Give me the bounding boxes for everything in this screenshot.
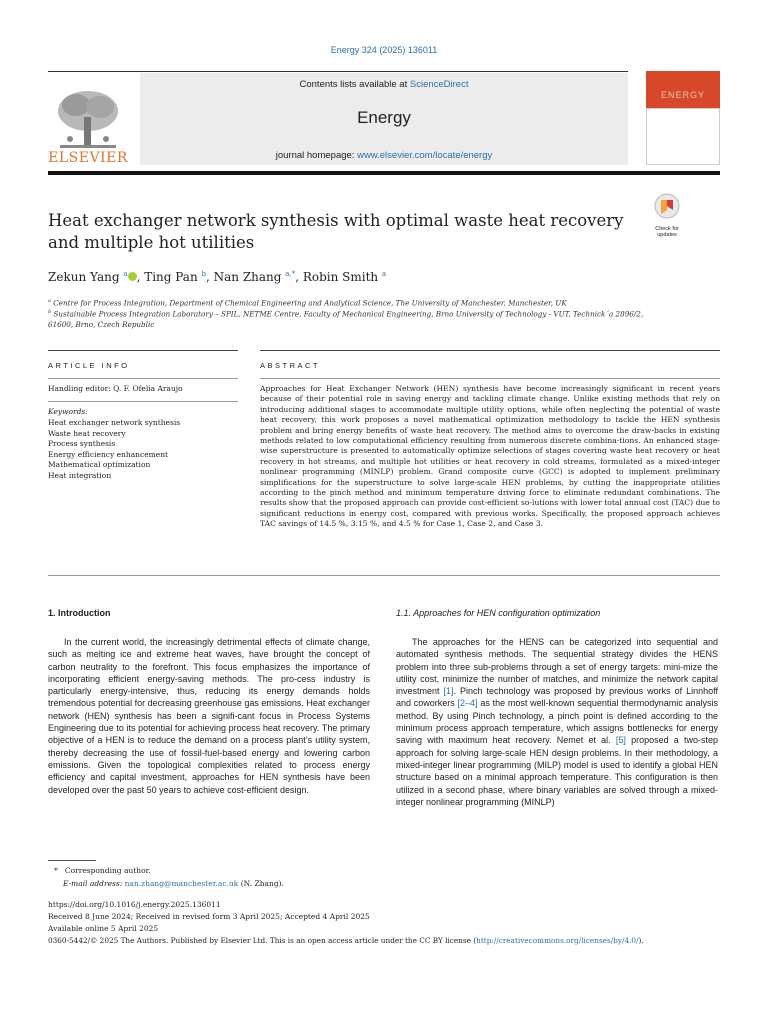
sciencedirect-link[interactable]: ScienceDirect (409, 79, 469, 90)
orcid-icon[interactable] (128, 272, 137, 281)
reference-link[interactable]: [2–4] (457, 698, 478, 709)
author-affil-mark: b (201, 270, 206, 278)
paragraph-text: The approaches for the HENS can be categorized into sequential and automated synthesis methods. The sequential strategy divides the HENS problem into three sub-problems through a set of energy targets: mini-mize the utility cost, minimize the number of matches, and minimize the network capital investment (396, 637, 718, 697)
online-date: Available online 5 April 2025 (48, 924, 159, 933)
corresponding-mark: * (54, 866, 58, 875)
footnote-rule (48, 860, 96, 861)
keyword: Waste heat recovery (48, 428, 126, 438)
introduction-text: In the current world, the increasingly detrimental effects of climate change, such as melting ice and extreme heat waves, have brought the concept of carbon neutrality to the forefront. This focus emphasizes the importance of incorporating efficient energy-saving methods. The pro-cess industry is particularly energy-intensive, thus, reducing its energy demands holds tremendous potential for decreasing greenhouse gas emissions. Heat exchanger network (HEN) synthesis has been a signifi-cant focus in Process Systems Engineering due to its potential for achieving process heat recovery. The primary objective of a HEN is to reduce the demand on a process plant’s utility system, thereby decreasing the use of fossil-fuel-based energy and lowering carbon emissions. Given the topological complexities related to process energy efficiency and capital investment, approaches for HEN synthesis have been developed over the past 50 years to achieve cost-efficient design. (48, 637, 370, 795)
author-name[interactable]: Ting Pan (144, 270, 198, 284)
header-rule (48, 71, 628, 72)
keyword: Energy efficiency enhancement (48, 449, 169, 459)
author-affil-mark: a,* (285, 270, 296, 278)
homepage-link[interactable]: www.elsevier.com/locate/energy (357, 150, 493, 161)
article-info-heading: ARTICLE INFO (48, 361, 130, 370)
abstract-bottom-rule (48, 575, 720, 576)
check-for-updates-badge[interactable] (647, 192, 687, 236)
abstract-rule (260, 378, 720, 379)
section-heading-introduction: 1. Introduction (48, 608, 111, 618)
license-text: 0360-5442/© 2025 The Authors. Published by Elsevier Ltd. This is an open access article under the CC BY license ( (48, 936, 477, 945)
publisher-wordmark: ELSEVIER (48, 150, 128, 166)
doi-link[interactable]: https://doi.org/10.1016/j.energy.2025.136011 (48, 900, 221, 909)
email-line (63, 879, 284, 888)
info-rule (48, 378, 238, 379)
reference-link[interactable]: [5] (615, 735, 626, 746)
contents-line (140, 79, 628, 90)
author-name[interactable]: Nan Zhang (213, 270, 282, 284)
abstract-text: Approaches for Heat Exchanger Network (HEN) synthesis have become increasingly significant in recent years because of their potential role in saving energy and tackling climate change. Unlike existing methods that rely on introducing additional stages to accommodate multiple utility options, while often neglecting the potential of waste heat recovery, this work proposes a novel mathematical optimization methodology to tackle the HEN synthesis problem and bring energy benefits of waste heat recovery. The method aims to overcome the draw-backs in existing methods related to low computational efficiency resulting from numerous discrete combina-tions. An enhanced stage-wise superstructure is presented to automatically optimize selections of stages covering waste heat recovery or heat recovery in hot streams, and multiple hot utilities or heat recovery in cold streams, formulated as a mixed-integer nonlinear programming (MINLP) problem. Grand composite curve (GCC) is adopted to implement preliminary simplifications for the superstructure to solve large-scale HEN problems, by cutting the inappropriate utilities according to the pinch method and minimum temperature driving force to eliminate redundant combinations. The results show that the proposed approach can provide cost-efficient so-lutions with lower total annual cost (TAC) due to significant reductions in energy cost, compared with previous works. Specifically, the proposed approach achieves TAC savings of 14.5 %, 3.15 %, and 4.5 % for Case 1, Case 2, and Case 3. (260, 384, 720, 529)
keyword: Mathematical optimization (48, 460, 151, 469)
affiliation-mark: b (48, 309, 52, 315)
info-rule (48, 350, 238, 351)
keyword: Heat integration (48, 470, 112, 480)
keywords-list (48, 418, 238, 481)
check-updates-label: Check for updates (655, 226, 679, 238)
received-dates: Received 8 June 2024; Received in revised form 3 April 2025; Accepted 4 April 2025 (48, 912, 370, 921)
license-line (48, 936, 644, 945)
journal-homepage (140, 150, 628, 161)
article-title: Heat exchanger network synthesis with optimal waste heat recovery and multiple hot utilities (48, 211, 624, 252)
license-link[interactable]: http://creativecommons.org/licenses/by/4.0/ (476, 936, 639, 945)
author-name[interactable]: Robin Smith (302, 270, 379, 284)
affiliation-text: Sustainable Process Integration Laboratory – SPIL, NETME Centre, Faculty of Mechanical Engineering, Brno University of Technology - VUT, Technick´a 2896/2, 61600, Brno, Czech Republic (48, 309, 644, 330)
email-link[interactable]: nan.zhang@manchester.ac.uk (124, 879, 239, 888)
cover-lower-panel (646, 108, 720, 165)
email-suffix: (N. Zhang). (240, 879, 284, 888)
paragraph-text: proposed a two-step approach for solving large-scale HEN design problems. In their methodology, a mixed-integer linear programming (MILP) model is used to identify a global HEN structure based on a minimal approach temperature. This configuration is then utilized in a second phase, where binary variables are solved through a mixed-integer nonlinear programming (MINLP) (396, 735, 718, 807)
keyword: Process synthesis (48, 439, 116, 448)
check-updates-icon (647, 192, 687, 222)
subsection-heading: 1.1. Approaches for HEN configuration optimization (396, 608, 601, 618)
affiliation-text: Centre for Process Integration, Department of Chemical Engineering and Analytical Science, The University of Manchester, Manchester, UK (53, 298, 567, 308)
journal-name: Energy (357, 108, 411, 127)
author-name[interactable]: Zekun Yang (48, 270, 120, 284)
keywords-label: Keywords: (48, 407, 88, 416)
contents-prefix: Contents lists available at (299, 79, 410, 90)
abstract-rule (260, 350, 720, 351)
handling-editor: Handling editor: Q. F. Ofelia Araujo (48, 384, 183, 393)
reference-link[interactable]: [1] (443, 686, 454, 697)
paragraph-text: as the most well-known sequential thermodynamic analysis method. By using Pinch technology, a pinch point is defined according to the minimum process approach temperature, which assigns bottlenecks for energy saving with maximum heat recovery. Nemet et al. (396, 698, 718, 746)
corresponding-note (54, 866, 151, 875)
homepage-prefix: journal homepage: (275, 150, 358, 161)
subsection-paragraph (396, 636, 718, 808)
header-thick-rule (48, 171, 720, 175)
keyword: Heat exchanger network synthesis (48, 418, 181, 427)
journal-citation[interactable]: Energy 324 (2025) 136011 (330, 45, 438, 55)
paragraph-text: . Pinch technology was proposed by previous works of Linnhoff and coworkers (396, 686, 718, 709)
abstract-heading: ABSTRACT (260, 361, 321, 370)
info-rule (48, 401, 238, 402)
corresponding-text: Corresponding author. (64, 866, 151, 875)
license-suffix: ). (638, 936, 644, 945)
author-affil-mark: a (381, 270, 387, 278)
author-list: Zekun Yang $^a$ , Ting Pan $^b$, Nan Zhang $^{a,*}$, Robin Smith $^a$ (48, 270, 387, 284)
cover-title: ENERGY (660, 90, 705, 100)
affiliation (48, 307, 668, 330)
introduction-paragraph (48, 636, 370, 796)
author-affil-mark: a (123, 270, 128, 278)
email-label: E-mail address: (63, 879, 123, 888)
affiliation-mark: a (48, 298, 51, 304)
